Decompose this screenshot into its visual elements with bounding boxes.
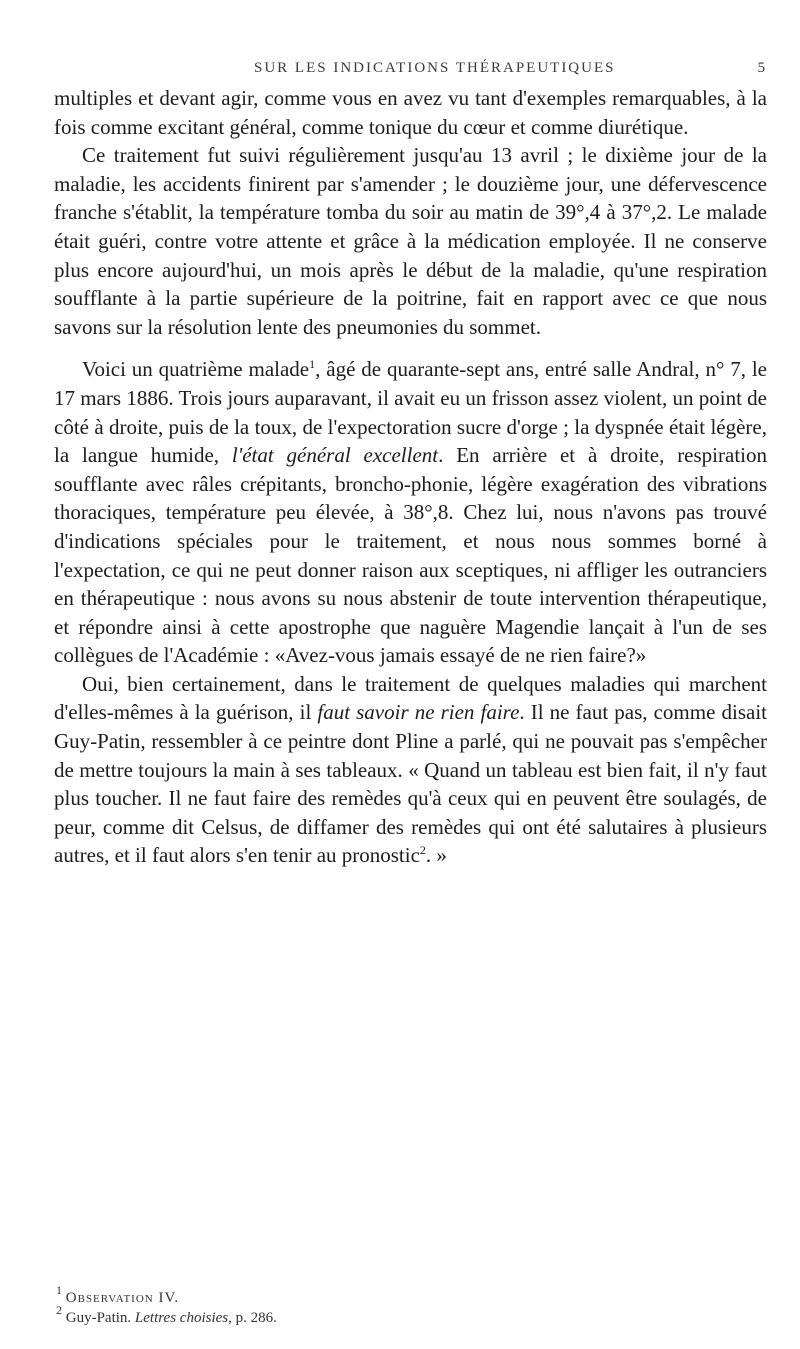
paragraph-fourth-patient <box>54 355 767 670</box>
footnote-mark: 2 <box>56 1303 62 1317</box>
footnote-text: Observation IV. <box>65 1290 180 1306</box>
text-run: . » <box>425 843 447 868</box>
footnote-ref-2[interactable]: 2 <box>419 843 426 858</box>
footnote-2 <box>56 1303 756 1328</box>
text-run: , âgé de quarante-sept ans, entré salle Andral, n° 7, le 17 mars 1886. Trois jours auparavant, il avait eu un frisson assez violent, un point de côté à droite, puis de la toux, de l'expectoration sucre d'orge ; la dyspnée était légère, la langue humide, <box>54 357 767 468</box>
footnote-ref-1[interactable]: 1 <box>309 357 316 372</box>
italic-phrase: l'état général excellent <box>231 443 439 468</box>
text-run: . Il ne faut pas, comme disait Guy-Patin, ressembler à ce peintre dont Pline a parlé, qui ne pouvait pas s'empêcher de mettre toujours la main à ses tableaux. « Quand un tableau est bien fait, il n'y faut plus toucher. Il ne faut faire des remèdes qu'à ceux qui en peuvent être soulagés, de peur, comme dit Celsus, de diffamer des remèdes qui ont été salutaires à plusieurs autres, et il faut alors s'en tenir au pronostic <box>54 700 767 868</box>
running-title: SUR LES INDICATIONS THÉRAPEUTIQUES <box>254 60 616 76</box>
paragraph-treatment-course: Ce traitement fut suivi régulièrement jusqu'au 13 avril ; le dixième jour de la maladie, les accidents finirent par s'amender ; le douzième jour, une défervescence franche s'établit, la température tomba du soir au matin de 39°,4 à 37°,2. Le malade était guéri, contre votre attente et grâce à la médication employée. Il ne conserve plus encore aujourd'hui, un mois après le début de la maladie, qu'une respiration soufflante à la partie supérieure de la poitrine, fait en rapport avec ce que nous savons sur la résolution lente des pneumonies du sommet. <box>54 143 767 339</box>
paragraph-continuation: multiples et devant agir, comme vous en avez vu tant d'exemples remarquables, à la fois comme excitant général, comme tonique du cœur et comme diurétique. <box>54 86 767 139</box>
text-run: Oui, bien certainement, dans le traitement de quelques maladies qui marchent d'elles-mêmes à la guérison, il <box>54 671 767 725</box>
body-text <box>54 84 767 870</box>
running-head <box>54 58 767 78</box>
page-number: 5 <box>757 60 767 76</box>
paragraph-doing-nothing <box>54 670 767 870</box>
italic-phrase: faut savoir ne rien faire <box>317 700 520 725</box>
footnote-title: Lettres choisies <box>134 1310 229 1326</box>
footnote-1 <box>56 1283 756 1308</box>
footnote-text: Guy-Patin. <box>65 1310 135 1326</box>
footnote-text: , p. 286. <box>228 1310 277 1326</box>
text-run: . En arrière et à droite, respiration soufflante avec râles crépitants, broncho-phonie, légère exagération des vibrations thoraciques, température peu élevée, à 38°,8. Chez lui, nous n'avons pas trouvé d'indications spéciales pour le traitement, et nous nous sommes borné à l'expectation, ce qui ne peut donner raison aux sceptiques, ni affliger les outranciers en thérapeutique : nous avons su nous abstenir de toute intervention thérapeutique, et répondre ainsi à cette apostrophe que naguère Magendie lançait à l'un de ses collègues de l'Académie : «Avez-vous jamais essayé de ne rien faire?» <box>54 443 767 668</box>
text-run: Voici un quatrième malade <box>82 357 310 382</box>
footnote-mark: 1 <box>56 1283 62 1297</box>
footnotes <box>56 1283 756 1328</box>
